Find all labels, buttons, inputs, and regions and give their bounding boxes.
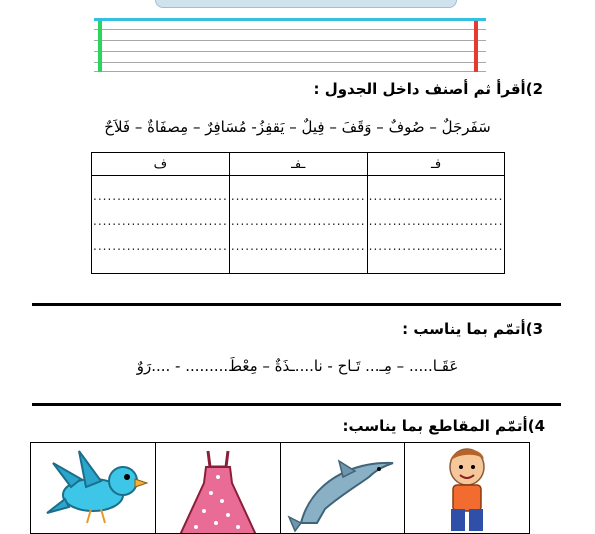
q3-items: عَقَـا..... – مِـ... تَـاح - نا....ـذَةٌ – مِعْطَ......... - ....رَوٌ xyxy=(136,357,459,375)
line xyxy=(94,62,486,63)
bird-icon xyxy=(31,443,156,533)
classification-table xyxy=(91,152,505,274)
column-header-medial: ـفـ xyxy=(229,153,367,176)
picture-cell-boy xyxy=(404,443,529,533)
line-top xyxy=(94,18,486,21)
boy-icon xyxy=(405,443,530,533)
section-divider xyxy=(32,403,561,406)
answer-cell-final[interactable]: ............................ ............................ ............................ xyxy=(92,176,230,274)
picture-row xyxy=(30,442,530,534)
top-banner xyxy=(155,0,457,8)
q2-title: 2)أقرأ ثم أصنف داخل الجدول : xyxy=(313,80,543,98)
picture-cell-dolphin xyxy=(280,443,405,533)
dolphin-icon xyxy=(281,443,406,533)
handwriting-lines xyxy=(94,18,486,73)
line xyxy=(94,51,486,52)
line xyxy=(94,40,486,41)
dress-icon xyxy=(156,443,281,533)
line-end-marker xyxy=(474,21,478,72)
q3-title: 3)أتمّم بما يناسب : xyxy=(402,320,543,338)
line xyxy=(94,29,486,30)
q4-title: 4)أتمّم المقاطع بما يناسب: xyxy=(342,417,545,435)
answer-cell-initial[interactable]: ............................ ............................ ............................ xyxy=(367,176,505,274)
line-start-marker xyxy=(98,21,102,72)
answer-cell-medial[interactable]: ............................ ............................ ............................ xyxy=(229,176,367,274)
picture-cell-dress xyxy=(155,443,280,533)
section-divider xyxy=(32,303,561,306)
column-header-final: ف xyxy=(92,153,230,176)
picture-cell-bird xyxy=(31,443,155,533)
line xyxy=(94,71,486,72)
column-header-initial: فـ xyxy=(367,153,505,176)
q2-word-list: سَفَرجَلٌ – صُوفٌ – وَقَفَ – فِيلٌ – يَقفِزُ- مُسَافِرٌ – مِصفَاةٌ – فَلاَحٌ xyxy=(104,118,491,136)
